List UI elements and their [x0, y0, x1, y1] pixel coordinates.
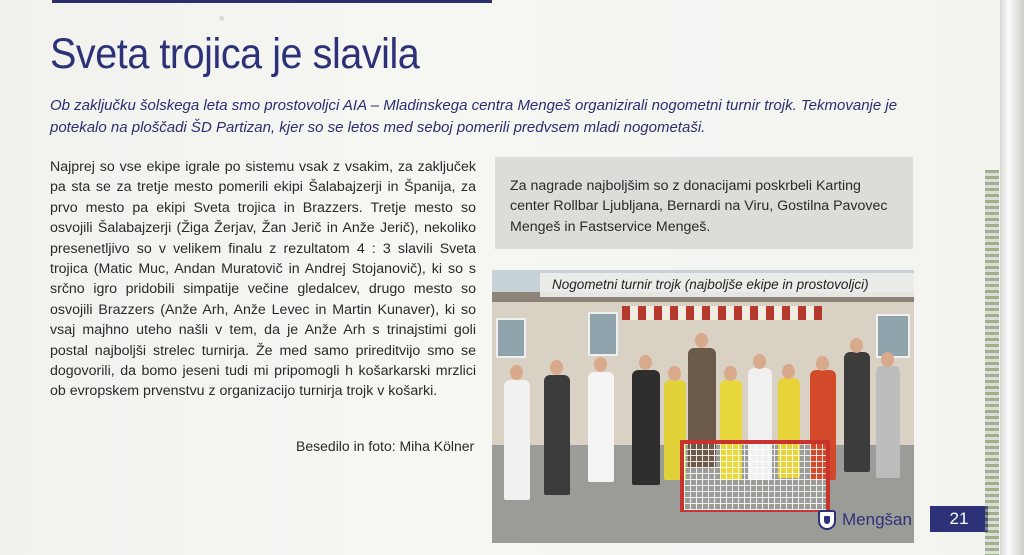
photo-person-head — [594, 357, 607, 372]
photo-awning — [622, 306, 822, 320]
book-spine — [1000, 0, 1024, 555]
magazine-logo-text: Mengšan — [842, 510, 912, 529]
photo-person-head — [816, 356, 829, 371]
show-through-text: · — [215, 0, 229, 38]
photo-person — [504, 380, 530, 500]
sponsor-text: Za nagrade najboljšim so z donacijami poskrbeli Karting center Rollbar Ljubljana, Bernardi na Viru, Gostilna Pavovec Mengeš in Fastservice Mengeš. — [510, 178, 888, 235]
top-rule — [52, 0, 492, 3]
photo-person-head — [668, 366, 681, 381]
article-title: Sveta trojica je slavila — [50, 30, 420, 78]
photo-credit: Besedilo in foto: Miha Kölner — [296, 438, 475, 454]
photo-person — [876, 366, 900, 478]
page-number: 21 — [930, 506, 988, 532]
photo-person — [632, 370, 660, 485]
photo-person — [544, 375, 570, 495]
magazine-logo — [818, 509, 912, 531]
photo-person — [844, 352, 870, 472]
photo-person-head — [850, 338, 863, 353]
crest-icon — [818, 510, 836, 530]
photo-person-head — [753, 354, 766, 369]
photo-person-head — [695, 333, 708, 348]
photo-person-head — [639, 355, 652, 370]
photo-person-head — [510, 365, 523, 380]
photo-person-head — [782, 364, 795, 379]
page-edge — [985, 170, 999, 555]
photo-caption: Nogometni turnir trojk (najboljše ekipe in prostovoljci) — [540, 273, 914, 297]
photo-person-head — [724, 366, 737, 381]
photo-window — [876, 314, 910, 358]
photo-person — [588, 372, 614, 482]
photo-window — [588, 312, 618, 356]
team-photo — [492, 270, 914, 543]
photo-person-head — [881, 352, 894, 367]
photo-person-head — [550, 360, 563, 375]
photo-goal-net — [680, 440, 830, 512]
article-body: Najprej so vse ekipe igrale po sistemu vsak z vsakim, za zaključek pa sta se za tretje mesto pomerili ekipi Šalabajzerji in Španija, za prvo mesto pa ekipi Sveta trojica in Brazzers. Tretje mesto so osvojili Šalabajzerji (Žiga Žerjav, Žan Jerič in Anže Jerič), nekoliko presenetljivo so v velikem finalu z rezultatom 4 : 3 slavili Sveta trojica (Matic Muc, Andan Muratovič in Andrej Stojanovič), ki so s srčno igro pridobili simpatije večine gledalcev, drugo mesto so osvojili Brazzers (Anže Arh, Anže Levec in Martin Kunaver), ki so vsaj majhno uteho našli v tem, da je Anže Arh s trinajstimi goli postal najboljši strelec turnirja. Že med samo prireditvijo smo se dogovorili, da bomo jeseni tudi mi pripomogli h košarkarski mrzlici ob evropskem prvenstvu z organizacijo turnirja trojk v košarki. — [50, 159, 476, 400]
article-lead: Ob zaključku šolskega leta smo prostovoljci AIA – Mladinskega centra Mengeš organizirali nogometni turnir trojk. Tekmovanje je potekalo na ploščadi ŠD Partizan, kjer so se letos med seboj pomerili predvsem mladi nogometaši. — [50, 97, 898, 136]
photo-window — [496, 318, 526, 358]
